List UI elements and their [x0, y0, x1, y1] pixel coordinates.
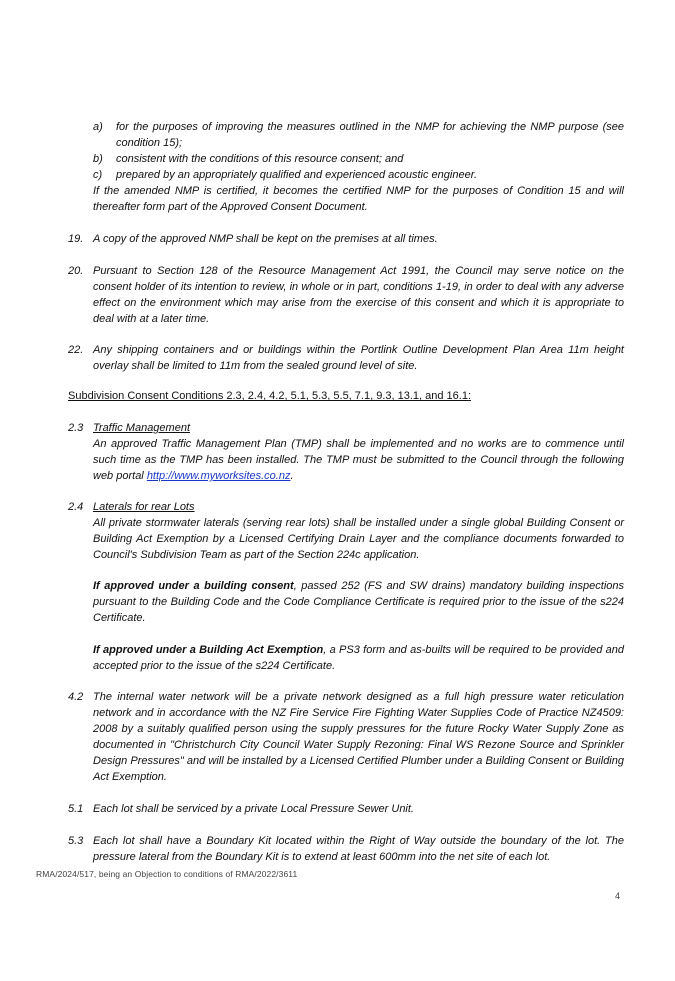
condition-20-text: Pursuant to Section 128 of the Resource Management Act 1991, the Council may serve notice on the consent holder of its intention to review, in whole or in part, conditions 1-19, in order to deal with any adverse effect on the environment which may arise from the exercise of this consent and which it is appropriate to deal with at a later time.	[93, 265, 624, 325]
condition-2-4-building-consent	[93, 578, 624, 626]
exemption-rest: , a PS3 form and as-builts will be required to be provided and accepted prior to the issue of the s224 Certificate.	[93, 644, 625, 672]
certified-nmp-paragraph: If the amended NMP is certified, it becomes the certified NMP for the purposes of Condition 15 and will thereafter form part of the Approved Consent Document.	[93, 185, 624, 213]
condition-4-2-number: 4.2	[68, 691, 84, 703]
condition-2-3-title: Traffic Management	[93, 422, 191, 434]
condition-4-2-text: The internal water network will be a private network designed as a full high pressure water reticulation network and in accordance with the NZ Fire Service Fire Fighting Water Supplies Code of Practice NZ4509: 2008 by a suitably qualified person using the supply pressures for the future Rocky Water Supply Zone as documented in "Christchurch City Council Water Supply Rezoning: Final WS Rezone Source and Sprinkler Design Pressures" and will be installed by a Licensed Certified Plumber under a Building Consent or Building Act Exemption.	[93, 691, 624, 783]
building-consent-bold: If approved under a building consent	[93, 580, 294, 592]
condition-5-3-text: Each lot shall have a Boundary Kit located within the Right of Way outside the boundary of the lot. The pressure lateral from the Boundary Kit is to extend at least 600mm into the net site of each lot.	[93, 835, 624, 863]
condition-2-3-number: 2.3	[68, 422, 84, 434]
condition-2-4-title: Laterals for rear Lots	[93, 501, 195, 513]
condition-22-text: Any shipping containers and or buildings within the Portlink Outline Development Plan Area 11m height overlay shall be limited to 11m from the sealed ground level of site.	[93, 344, 624, 372]
condition-5-1-number: 5.1	[68, 803, 84, 815]
list-label-a: a)	[93, 121, 103, 133]
footer-reference: RMA/2024/517, being an Objection to conditions of RMA/2022/3611	[36, 869, 298, 879]
condition-2-4-text: All private stormwater laterals (serving rear lots) shall be installed under a single global Building Consent or Building Act Exemption by a Licensed Certifying Drain Layer and the compliance documents forwarded to Council's Subdivision Team as part of the Section 224c application.	[93, 517, 624, 561]
condition-5-1-text: Each lot shall be serviced by a private Local Pressure Sewer Unit.	[93, 803, 414, 815]
myworksites-link[interactable]: http://www.myworksites.co.nz	[146, 470, 291, 482]
condition-19-number: 19.	[68, 233, 84, 245]
condition-19-text: A copy of the approved NMP shall be kept on the premises at all times.	[93, 233, 438, 245]
condition-2-3-period: .	[290, 470, 294, 482]
condition-2-3-body: An approved Traffic Management Plan (TMP) shall be implemented and no works are to commence until such time as the TMP has been installed. The TMP must be submitted to the Council through the following web portal	[93, 438, 624, 482]
building-consent-rest: , passed 252 (FS and SW drains) mandatory building inspections pursuant to the Building Code and the Code Compliance Certificate is required prior to the issue of the s224 Certificate.	[93, 580, 625, 624]
exemption-bold: If approved under a Building Act Exemption	[93, 644, 324, 656]
condition-5-3-number: 5.3	[68, 835, 84, 847]
condition-2-3-text	[93, 436, 624, 484]
list-label-b: b)	[93, 153, 103, 165]
condition-22-number: 22.	[68, 344, 84, 356]
condition-20-number: 20.	[68, 265, 84, 277]
list-item-a: for the purposes of improving the measures outlined in the NMP for achieving the NMP purpose (see condition 15);	[116, 121, 624, 149]
list-item-b: consistent with the conditions of this resource consent; and	[116, 153, 404, 165]
condition-2-4-number: 2.4	[68, 501, 84, 513]
list-item-c: prepared by an appropriately qualified and experienced acoustic engineer.	[116, 169, 478, 181]
condition-2-4-building-act-exemption	[93, 642, 624, 674]
page-number: 4	[615, 891, 621, 901]
list-label-c: c)	[93, 169, 103, 181]
subdivision-heading: Subdivision Consent Conditions 2.3, 2.4, 4.2, 5.1, 5.3, 5.5, 7.1, 9.3, 13.1, and 16.1:	[68, 390, 471, 402]
